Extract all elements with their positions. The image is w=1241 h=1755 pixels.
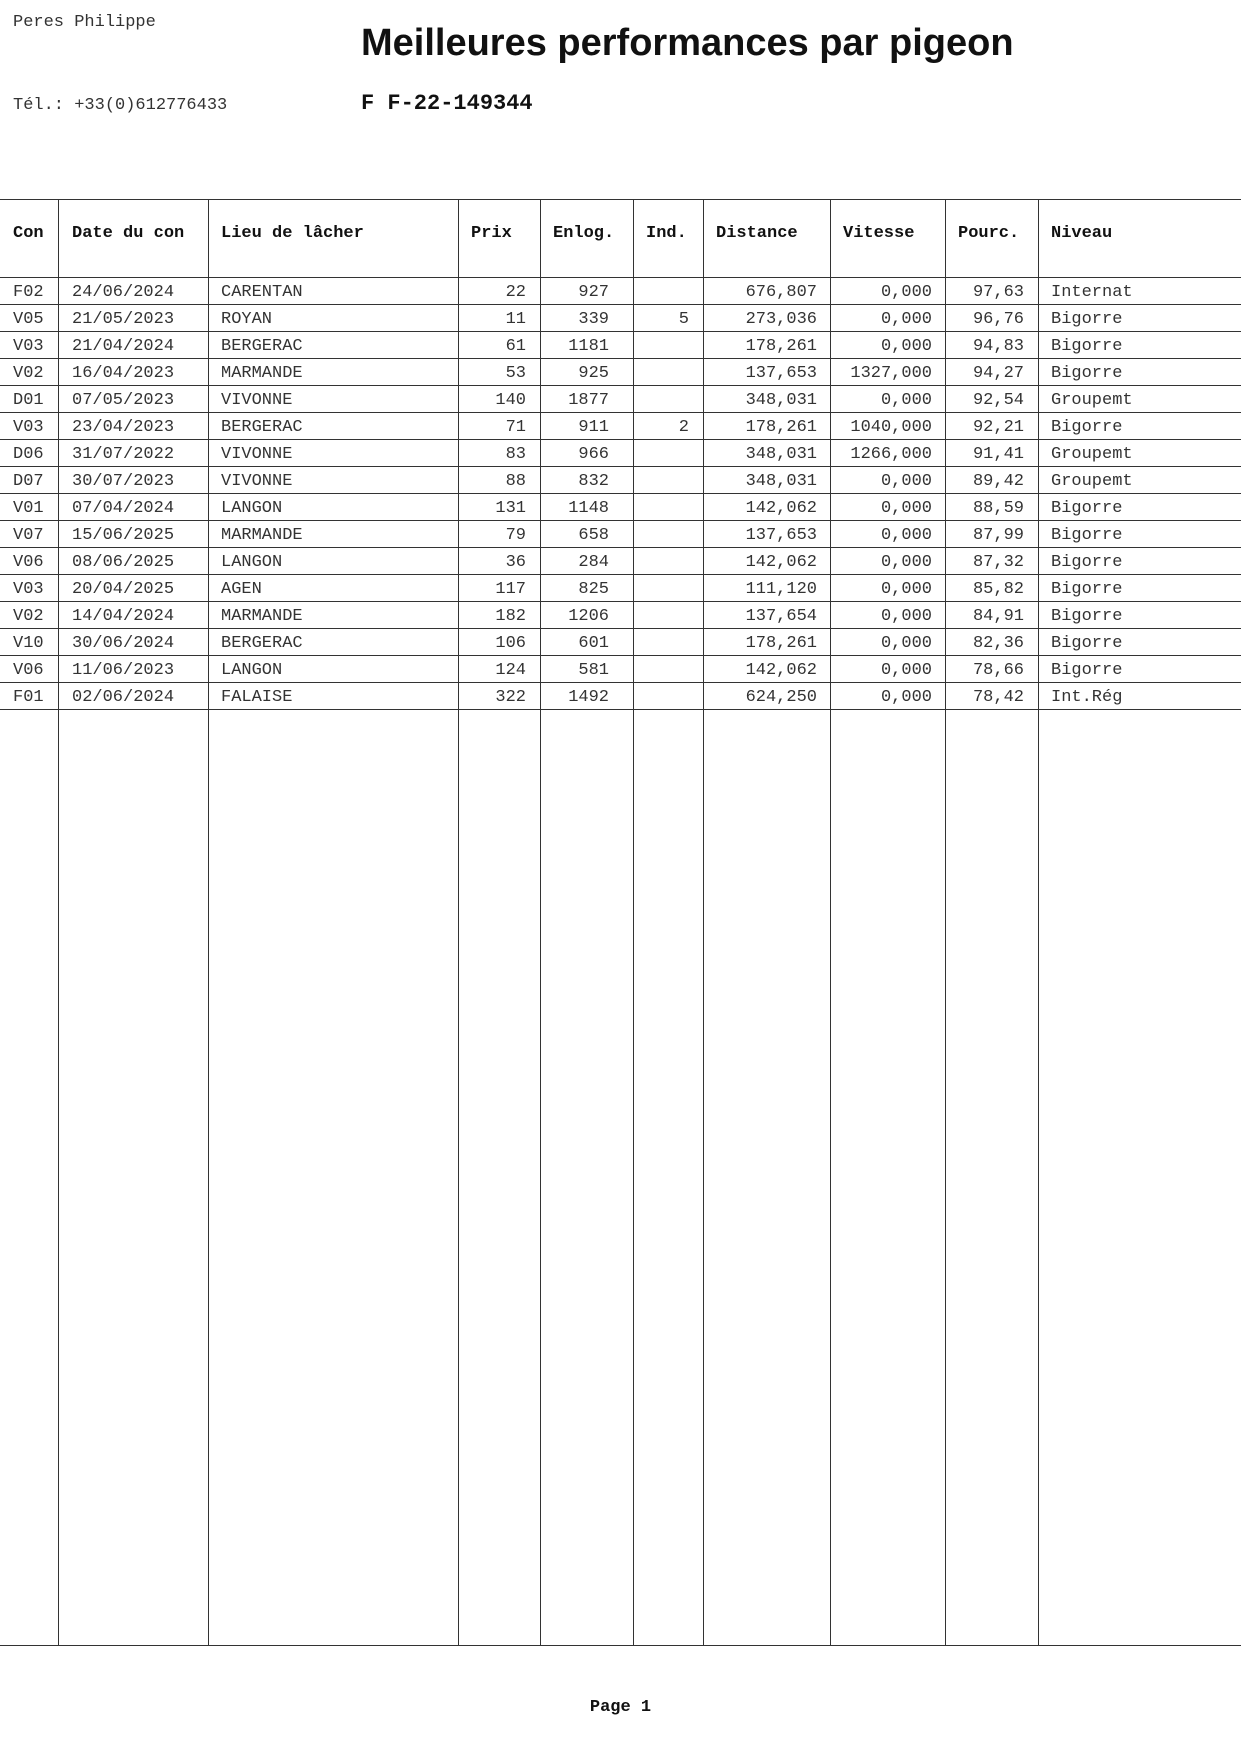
cell-con: F02 (13, 283, 44, 302)
cell-niveau: Internat (1051, 283, 1133, 302)
cell-niveau: Bigorre (1051, 634, 1123, 653)
cell-niveau: Bigorre (1051, 337, 1123, 356)
cell-lieu: VIVONNE (221, 472, 293, 491)
cell-distance: 676,807 (745, 283, 817, 302)
cell-niveau: Bigorre (1051, 526, 1123, 545)
cell-distance: 137,654 (745, 607, 817, 626)
cell-vitesse: 0,000 (880, 283, 932, 302)
cell-distance: 142,062 (745, 499, 817, 518)
cell-con: V03 (13, 580, 44, 599)
cell-distance: 111,120 (745, 580, 817, 599)
column-divider (703, 199, 704, 1645)
table-row (0, 548, 1241, 575)
column-header-distance: Distance (716, 224, 798, 243)
table-row (0, 278, 1241, 305)
table-bottom-border (0, 1645, 1241, 1646)
table-row (0, 629, 1241, 656)
column-header-pourc: Pourc. (958, 224, 1020, 243)
cell-distance: 137,653 (745, 364, 817, 383)
cell-lieu: BERGERAC (221, 337, 303, 356)
phone-number: Tél.: +33(0)612776433 (13, 96, 228, 115)
table-header-row (0, 199, 1241, 278)
cell-enlog: 925 (578, 364, 609, 383)
cell-distance: 348,031 (745, 472, 817, 491)
column-divider (1038, 199, 1039, 1645)
column-divider (945, 199, 946, 1645)
cell-vitesse: 0,000 (880, 553, 932, 572)
cell-date: 31/07/2022 (72, 445, 175, 464)
cell-vitesse: 0,000 (880, 661, 932, 680)
cell-con: D07 (13, 472, 44, 491)
cell-lieu: CARENTAN (221, 283, 303, 302)
performance-table (0, 199, 1241, 1645)
cell-vitesse: 0,000 (880, 634, 932, 653)
cell-pourc: 94,83 (972, 337, 1024, 356)
cell-niveau: Bigorre (1051, 499, 1123, 518)
table-row (0, 440, 1241, 467)
cell-distance: 137,653 (745, 526, 817, 545)
cell-lieu: BERGERAC (221, 634, 303, 653)
cell-vitesse: 0,000 (880, 391, 932, 410)
table-row (0, 521, 1241, 548)
cell-enlog: 966 (578, 445, 609, 464)
cell-lieu: VIVONNE (221, 445, 293, 464)
cell-con: V07 (13, 526, 44, 545)
cell-prix: 131 (495, 499, 526, 518)
table-row (0, 656, 1241, 683)
cell-ind: 2 (678, 418, 689, 437)
cell-niveau: Bigorre (1051, 364, 1123, 383)
column-header-niveau: Niveau (1051, 224, 1113, 243)
cell-enlog: 658 (578, 526, 609, 545)
cell-prix: 88 (505, 472, 526, 491)
cell-distance: 348,031 (745, 445, 817, 464)
column-divider (830, 199, 831, 1645)
cell-ind: 5 (678, 310, 689, 329)
cell-pourc: 84,91 (972, 607, 1024, 626)
cell-vitesse: 1327,000 (850, 364, 932, 383)
cell-pourc: 87,99 (972, 526, 1024, 545)
cell-date: 02/06/2024 (72, 688, 175, 707)
cell-prix: 182 (495, 607, 526, 626)
table-row (0, 575, 1241, 602)
page-title: Meilleures performances par pigeon (361, 22, 1014, 64)
cell-date: 23/04/2023 (72, 418, 175, 437)
cell-con: V02 (13, 364, 44, 383)
column-divider (458, 199, 459, 1645)
cell-prix: 322 (495, 688, 526, 707)
cell-niveau: Bigorre (1051, 553, 1123, 572)
cell-date: 21/05/2023 (72, 310, 175, 329)
cell-pourc: 92,54 (972, 391, 1024, 410)
cell-niveau: Bigorre (1051, 607, 1123, 626)
cell-pourc: 96,76 (972, 310, 1024, 329)
cell-distance: 624,250 (745, 688, 817, 707)
cell-prix: 71 (505, 418, 526, 437)
cell-lieu: ROYAN (221, 310, 273, 329)
cell-niveau: Groupemt (1051, 472, 1133, 491)
cell-enlog: 339 (578, 310, 609, 329)
cell-lieu: FALAISE (221, 688, 293, 707)
table-row (0, 332, 1241, 359)
cell-niveau: Bigorre (1051, 310, 1123, 329)
cell-vitesse: 0,000 (880, 607, 932, 626)
cell-con: F01 (13, 688, 44, 707)
cell-prix: 117 (495, 580, 526, 599)
cell-vitesse: 0,000 (880, 688, 932, 707)
cell-con: V10 (13, 634, 44, 653)
cell-prix: 79 (505, 526, 526, 545)
column-divider (58, 199, 59, 1645)
column-header-con: Con (13, 224, 44, 243)
cell-con: V02 (13, 607, 44, 626)
cell-date: 20/04/2025 (72, 580, 175, 599)
page-number: Page 1 (589, 1698, 652, 1717)
column-divider (633, 199, 634, 1645)
cell-con: V05 (13, 310, 44, 329)
table-row (0, 683, 1241, 710)
cell-prix: 124 (495, 661, 526, 680)
cell-vitesse: 1040,000 (850, 418, 932, 437)
cell-lieu: LANGON (221, 553, 283, 572)
cell-date: 15/06/2025 (72, 526, 175, 545)
cell-vitesse: 0,000 (880, 337, 932, 356)
cell-prix: 61 (505, 337, 526, 356)
cell-enlog: 911 (578, 418, 609, 437)
table-row (0, 602, 1241, 629)
cell-enlog: 284 (578, 553, 609, 572)
cell-vitesse: 0,000 (880, 472, 932, 491)
cell-date: 08/06/2025 (72, 553, 175, 572)
cell-enlog: 581 (578, 661, 609, 680)
column-header-vitesse: Vitesse (843, 224, 915, 243)
owner-name: Peres Philippe (13, 13, 156, 32)
column-header-date: Date du con (72, 224, 185, 243)
cell-vitesse: 0,000 (880, 580, 932, 599)
column-header-enlog: Enlog. (553, 224, 615, 243)
cell-date: 11/06/2023 (72, 661, 175, 680)
cell-distance: 348,031 (745, 391, 817, 410)
column-header-lieu: Lieu de lâcher (221, 224, 364, 243)
cell-vitesse: 1266,000 (850, 445, 932, 464)
table-row (0, 467, 1241, 494)
cell-lieu: MARMANDE (221, 364, 303, 383)
cell-lieu: BERGERAC (221, 418, 303, 437)
cell-con: D06 (13, 445, 44, 464)
cell-distance: 273,036 (745, 310, 817, 329)
column-divider (540, 199, 541, 1645)
cell-enlog: 1877 (568, 391, 609, 410)
cell-niveau: Bigorre (1051, 418, 1123, 437)
cell-date: 30/06/2024 (72, 634, 175, 653)
cell-distance: 178,261 (745, 337, 817, 356)
cell-enlog: 1181 (568, 337, 609, 356)
cell-prix: 106 (495, 634, 526, 653)
cell-enlog: 927 (578, 283, 609, 302)
cell-niveau: Bigorre (1051, 580, 1123, 599)
cell-pourc: 78,66 (972, 661, 1024, 680)
table-row (0, 494, 1241, 521)
cell-vitesse: 0,000 (880, 526, 932, 545)
cell-pourc: 91,41 (972, 445, 1024, 464)
cell-date: 30/07/2023 (72, 472, 175, 491)
cell-prix: 83 (505, 445, 526, 464)
cell-lieu: LANGON (221, 661, 283, 680)
cell-niveau: Groupemt (1051, 391, 1133, 410)
cell-pourc: 85,82 (972, 580, 1024, 599)
cell-enlog: 832 (578, 472, 609, 491)
cell-pourc: 82,36 (972, 634, 1024, 653)
cell-pourc: 87,32 (972, 553, 1024, 572)
cell-distance: 178,261 (745, 418, 817, 437)
cell-enlog: 601 (578, 634, 609, 653)
cell-date: 21/04/2024 (72, 337, 175, 356)
table-row (0, 359, 1241, 386)
cell-enlog: 1148 (568, 499, 609, 518)
cell-con: V06 (13, 661, 44, 680)
cell-niveau: Bigorre (1051, 661, 1123, 680)
cell-lieu: AGEN (221, 580, 262, 599)
column-header-prix: Prix (471, 224, 512, 243)
column-divider (208, 199, 209, 1645)
cell-enlog: 1492 (568, 688, 609, 707)
cell-lieu: MARMANDE (221, 526, 303, 545)
cell-prix: 36 (505, 553, 526, 572)
cell-prix: 53 (505, 364, 526, 383)
table-row (0, 305, 1241, 332)
cell-niveau: Int.Rég (1051, 688, 1123, 707)
table-row (0, 386, 1241, 413)
cell-prix: 22 (505, 283, 526, 302)
cell-prix: 140 (495, 391, 526, 410)
cell-pourc: 89,42 (972, 472, 1024, 491)
cell-niveau: Groupemt (1051, 445, 1133, 464)
cell-prix: 11 (505, 310, 526, 329)
cell-pourc: 97,63 (972, 283, 1024, 302)
cell-date: 14/04/2024 (72, 607, 175, 626)
cell-enlog: 825 (578, 580, 609, 599)
cell-vitesse: 0,000 (880, 499, 932, 518)
cell-con: V03 (13, 418, 44, 437)
cell-pourc: 94,27 (972, 364, 1024, 383)
cell-distance: 142,062 (745, 553, 817, 572)
cell-distance: 142,062 (745, 661, 817, 680)
cell-date: 07/05/2023 (72, 391, 175, 410)
cell-lieu: LANGON (221, 499, 283, 518)
cell-con: V01 (13, 499, 44, 518)
cell-date: 24/06/2024 (72, 283, 175, 302)
cell-distance: 178,261 (745, 634, 817, 653)
cell-con: V06 (13, 553, 44, 572)
cell-pourc: 88,59 (972, 499, 1024, 518)
cell-pourc: 92,21 (972, 418, 1024, 437)
cell-con: V03 (13, 337, 44, 356)
cell-con: D01 (13, 391, 44, 410)
cell-vitesse: 0,000 (880, 310, 932, 329)
cell-date: 07/04/2024 (72, 499, 175, 518)
cell-pourc: 78,42 (972, 688, 1024, 707)
cell-enlog: 1206 (568, 607, 609, 626)
ring-number: F F-22-149344 (361, 91, 533, 116)
cell-lieu: VIVONNE (221, 391, 293, 410)
table-row (0, 413, 1241, 440)
cell-lieu: MARMANDE (221, 607, 303, 626)
column-header-ind: Ind. (646, 224, 687, 243)
cell-date: 16/04/2023 (72, 364, 175, 383)
